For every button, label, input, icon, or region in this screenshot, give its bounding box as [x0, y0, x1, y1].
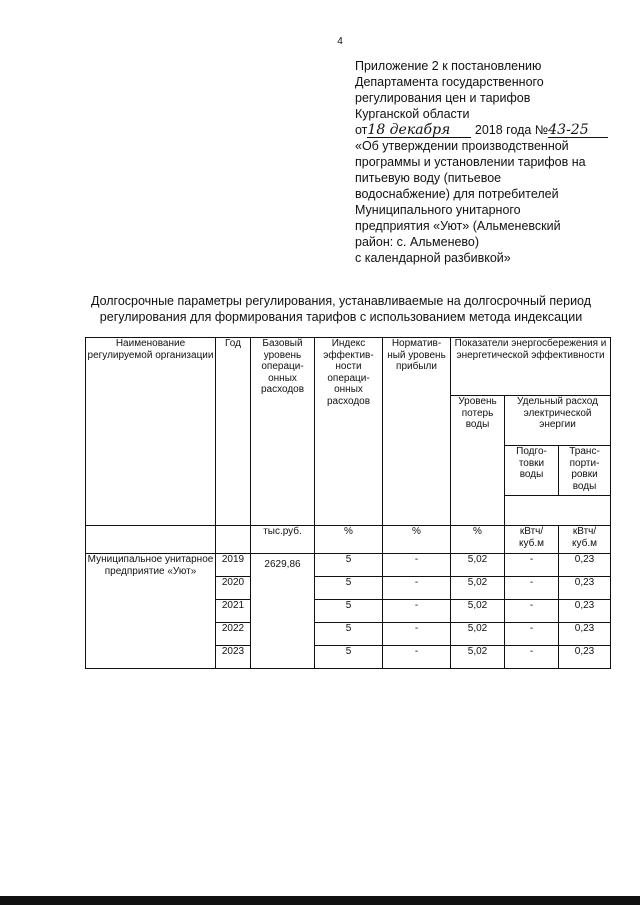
profit-level-cell: -: [383, 577, 451, 600]
water-loss-cell: 5,02: [451, 646, 505, 669]
table-row: [86, 554, 611, 577]
regulation-parameters-table: [85, 337, 611, 669]
profit-level-cell: -: [383, 646, 451, 669]
year-cell: 2020: [216, 577, 251, 600]
efficiency-index-cell: 5: [315, 600, 383, 623]
handwritten-number: 43-25: [548, 124, 608, 138]
subject-line: питьевую воду (питьевое: [355, 171, 502, 185]
appendix-date-line: [355, 122, 625, 138]
header-electric-consumption: Удельный расход электрической энергии: [505, 396, 611, 446]
year-cell: 2019: [216, 554, 251, 577]
appendix-line: Департамента государственного: [355, 75, 544, 89]
water-transport-cell: 0,23: [559, 600, 611, 623]
efficiency-index-cell: 5: [315, 623, 383, 646]
title-line: регулирования для формирования тарифов с использованием метода индексации: [99, 310, 583, 324]
water-preparation-cell: -: [505, 554, 559, 577]
subject-line: «Об утверждении производственной: [355, 139, 569, 153]
water-preparation-cell: -: [505, 646, 559, 669]
date-prefix: от: [355, 123, 368, 137]
scan-bottom-edge: [0, 896, 640, 905]
water-transport-cell: 0,23: [559, 577, 611, 600]
header-energy-efficiency: Показатели энергосбережения и энергетической эффективности: [451, 338, 611, 396]
appendix-line: регулирования цен и тарифов: [355, 91, 531, 105]
water-preparation-cell: -: [505, 600, 559, 623]
year-cell: 2022: [216, 623, 251, 646]
handwritten-date: 18 декабря: [367, 124, 471, 138]
unit-base-opex: тыс.руб.: [251, 526, 315, 554]
unit-water-preparation: кВтч/ куб.м: [505, 526, 559, 554]
header-profit-level: Норматив-ный уровень прибыли: [383, 338, 451, 526]
subject-line: водоснабжение) для потребителей: [355, 187, 559, 201]
header-water-preparation: Подго-товки воды: [505, 446, 559, 496]
year-cell: 2021: [216, 600, 251, 623]
water-loss-cell: 5,02: [451, 577, 505, 600]
organization-name: Муниципальное унитарное предприятие «Уют»: [86, 554, 216, 669]
appendix-block: [355, 58, 625, 266]
water-loss-cell: 5,02: [451, 554, 505, 577]
unit-year: [216, 526, 251, 554]
appendix-line: Приложение 2 к постановлению: [355, 59, 542, 73]
profit-level-cell: -: [383, 554, 451, 577]
header-year: Год: [216, 338, 251, 526]
water-loss-cell: 5,02: [451, 623, 505, 646]
water-transport-cell: 0,23: [559, 623, 611, 646]
subject-line: район: с. Альменево): [355, 235, 480, 249]
year-text: 2018 года №: [474, 123, 549, 137]
header-water-transport: Транс-порти-ровки воды: [559, 446, 611, 496]
water-preparation-cell: -: [505, 623, 559, 646]
unit-organization: [86, 526, 216, 554]
efficiency-index-cell: 5: [315, 646, 383, 669]
subject-line: предприятия «Уют» (Альменевский: [355, 219, 561, 233]
efficiency-index-cell: 5: [315, 554, 383, 577]
header-organization: Наименование регулируемой организации: [86, 338, 216, 526]
unit-profit-level: %: [383, 526, 451, 554]
profit-level-cell: -: [383, 623, 451, 646]
subject-line: с календарной разбивкой»: [355, 251, 511, 265]
header-efficiency-index: Индекс эффектив-ности операци-онных расходов: [315, 338, 383, 526]
header-base-opex: Базовый уровень операци-онных расходов: [251, 338, 315, 526]
appendix-line: Курганской области: [355, 107, 470, 121]
header-water-loss: Уровень потерь воды: [451, 396, 505, 526]
unit-water-transport: кВтч/ куб.м: [559, 526, 611, 554]
subject-line: Муниципального унитарного: [355, 203, 521, 217]
title-line: Долгосрочные параметры регулирования, устанавливаемые на долгосрочный период: [90, 294, 592, 308]
unit-efficiency-index: %: [315, 526, 383, 554]
water-transport-cell: 0,23: [559, 646, 611, 669]
profit-level-cell: -: [383, 600, 451, 623]
page-number: 4: [337, 36, 343, 47]
document-title: [72, 293, 610, 325]
water-preparation-cell: -: [505, 577, 559, 600]
subject-line: программы и установлении тарифов на: [355, 155, 586, 169]
water-loss-cell: 5,02: [451, 600, 505, 623]
efficiency-index-cell: 5: [315, 577, 383, 600]
unit-water-loss: %: [451, 526, 505, 554]
water-transport-cell: 0,23: [559, 554, 611, 577]
year-cell: 2023: [216, 646, 251, 669]
base-opex-value: 2629,86: [251, 554, 315, 669]
